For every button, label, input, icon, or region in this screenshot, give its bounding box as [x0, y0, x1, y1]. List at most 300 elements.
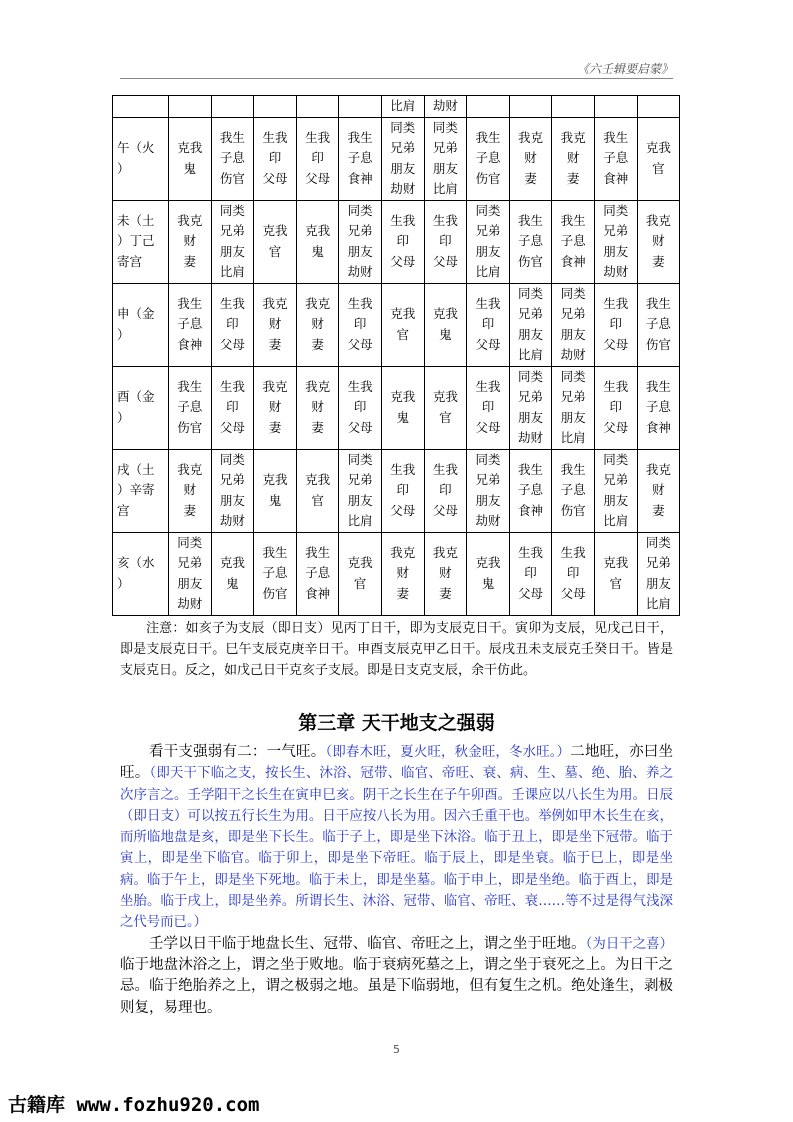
relation-line: 印 [439, 482, 452, 498]
relation-cell [594, 532, 637, 615]
relation-line: 我生 [560, 212, 586, 228]
relation-line: 鬼 [268, 492, 282, 508]
relation-line: 父母 [347, 336, 373, 352]
relation-line: 子息 [347, 150, 373, 166]
relation-line: 生我 [347, 378, 373, 394]
page-number: 5 [393, 1043, 400, 1056]
relation-cell [211, 449, 254, 532]
relation-cell [637, 449, 680, 532]
relation-line: 食神 [305, 585, 331, 601]
relation-cell [169, 532, 212, 615]
relation-line: 生我 [219, 378, 245, 394]
relation-line: 兄弟 [603, 223, 629, 238]
branch-header-cell [113, 200, 169, 283]
branch-header-line: ） [117, 160, 130, 176]
relation-line: 劫财 [560, 347, 586, 362]
relation-line: 子息 [645, 399, 671, 415]
relation-line: 印 [268, 150, 282, 166]
relation-line: 我克 [560, 129, 586, 145]
relation-cell [339, 283, 382, 366]
relation-line: 印 [396, 482, 410, 498]
relation-cell [169, 200, 212, 283]
relation-line: 食神 [645, 419, 671, 435]
relation-cell [594, 449, 637, 532]
relation-line: 兄弟 [219, 223, 245, 238]
relation-line: 我克 [305, 295, 331, 311]
relation-cell [467, 283, 510, 366]
relation-line: 伤官 [475, 170, 501, 186]
relation-line: 克我 [432, 389, 458, 404]
relation-cell [381, 283, 424, 366]
relation-line: 官 [439, 409, 452, 425]
relation-line: 朋友 [219, 243, 245, 259]
p2-text-c: 临于地盘沐浴之上，谓之坐于败地。临于衰病死墓之上，谓之坐于衰死之上。为日干之忌。临于绝胎养之上，谓之极弱之地。虽是下临弱地，但有复生之机。绝处逢生，剥极则复，易理也。 [120, 956, 673, 1016]
relation-line: 生我 [305, 129, 331, 145]
p2-text-a: 壬学以日干临于地盘长生、冠带、临官、帝旺之上，谓之坐于旺地。 [149, 935, 586, 952]
branch-header-line: 宫 [117, 502, 130, 518]
relation-line: 官 [396, 326, 410, 342]
relation-cell [424, 449, 467, 532]
relation-line: 生我 [603, 378, 629, 394]
relation-cell [211, 200, 254, 283]
table-cell [467, 96, 510, 118]
relation-line: 生我 [432, 212, 458, 228]
relation-line: 财 [183, 233, 197, 249]
p1-annotation-b: （即春木旺，夏火旺，秋金旺，冬水旺。） [325, 745, 571, 760]
relation-line: 克我 [347, 555, 373, 570]
relation-line: 财 [311, 316, 324, 332]
relation-line: 妻 [183, 253, 197, 269]
relation-cell [424, 532, 467, 615]
relation-line: 财 [439, 565, 452, 581]
relation-line: 兄弟 [219, 472, 245, 487]
relation-line: 兄弟 [177, 555, 203, 570]
relation-cell [381, 532, 424, 615]
relation-cell [211, 117, 254, 200]
relation-cell [211, 532, 254, 615]
relation-line: 我生 [305, 544, 331, 560]
relation-cell [467, 449, 510, 532]
table-cell: 劫财 [424, 96, 467, 118]
relation-line: 同类 [219, 451, 245, 467]
relation-line: 兄弟 [347, 223, 373, 238]
relation-cell [296, 449, 339, 532]
relation-line: 财 [268, 399, 282, 415]
relation-line: 子息 [305, 565, 331, 581]
relation-line: 兄弟 [645, 555, 671, 570]
relation-cell [169, 366, 212, 449]
relation-line: 我生 [645, 295, 671, 311]
relation-line: 财 [652, 482, 665, 498]
table-cell [552, 96, 595, 118]
relation-cell [296, 366, 339, 449]
relation-line: 朋友 [475, 243, 501, 259]
relation-line: 子息 [518, 482, 544, 498]
table-cell [254, 96, 297, 118]
relation-line: 父母 [219, 336, 245, 352]
relation-line: 同类 [560, 285, 586, 301]
site-watermark: 古籍库 www.fozhu920.com [8, 1094, 260, 1116]
relation-line: 同类 [219, 202, 245, 218]
relation-cell [637, 200, 680, 283]
table-cell [211, 96, 254, 118]
relation-line: 我克 [262, 378, 288, 394]
relation-line: 我生 [518, 212, 544, 228]
relation-line: 伤官 [560, 502, 586, 518]
relation-line: 同类 [177, 534, 203, 550]
relation-line: 同类 [475, 451, 501, 467]
relation-cell [637, 117, 680, 200]
relation-line: 我生 [518, 461, 544, 477]
table-row [113, 366, 680, 449]
relation-line: 印 [226, 316, 239, 332]
relation-line: 我生 [347, 129, 373, 145]
p1-annotation-d: （即天干下临之支，按长生、沐浴、冠带、临官、帝旺、衰、病、生、墓、绝、胎、养之次序言之。壬学阳干之长生在寅申巳亥。阴干之长生在子午卯酉。壬课应以八长生为用。日辰（即日支）可以按五行长生为用。日干应按八长为用。因六壬重干也。举例如甲木长生在亥，而所临地盘是亥，即是坐下长生。临于子上，即是坐下沐浴。临于丑上，即是坐下冠带。临于寅上，即是坐下临官。临于卯上，即是坐下帝旺。临于辰上，即是坐衰。临于巳上，即是坐病。临于午上，即是坐下死地。临于未上，即是坐墓。临于申上，即是坐绝。临于酉上，即是坐胎。临于戌上，即是坐养。所谓长生、沐浴、冠带、临官、帝旺、衰……等不过是得气浅深之代号而已。） [120, 766, 673, 931]
relation-cell [552, 283, 595, 366]
relation-line: 同类 [432, 119, 458, 135]
relation-line: 印 [353, 399, 367, 415]
branch-header-line: ） [117, 575, 130, 591]
relation-line: 我生 [645, 378, 671, 394]
relation-line: 财 [652, 233, 665, 249]
relation-line: 朋友 [518, 409, 544, 425]
relation-line: 妻 [268, 419, 282, 435]
relation-line: 劫财 [390, 181, 416, 196]
relation-line: 印 [566, 565, 580, 581]
relation-line: 妻 [439, 585, 452, 601]
relation-line: 父母 [475, 336, 501, 352]
relation-line: 伤官 [262, 585, 288, 601]
relation-line: 同类 [603, 451, 629, 467]
relation-line: 食神 [603, 170, 629, 186]
relation-line: 克我 [177, 140, 203, 155]
relation-line: 子息 [262, 565, 288, 581]
relation-line: 鬼 [396, 409, 410, 425]
relation-line: 克我 [432, 306, 458, 321]
relation-line: 我克 [305, 378, 331, 394]
relation-line: 朋友 [603, 492, 629, 508]
relation-line: 生我 [560, 544, 586, 560]
relation-line: 我克 [645, 461, 671, 477]
relation-line: 印 [439, 233, 452, 249]
table-row [113, 532, 680, 615]
relation-line: 克我 [603, 555, 629, 570]
relation-line: 比肩 [475, 264, 501, 279]
relation-line: 劫财 [518, 430, 544, 445]
relation-cell [552, 117, 595, 200]
relation-line: 劫财 [347, 264, 373, 279]
relation-line: 兄弟 [475, 472, 501, 487]
relation-cell [509, 117, 552, 200]
relation-line: 同类 [518, 285, 544, 301]
relation-cell [169, 117, 212, 200]
relation-line: 朋友 [603, 243, 629, 259]
p1-text-a: 看干支强弱有二：一气旺。 [149, 744, 326, 760]
relation-line: 生我 [603, 295, 629, 311]
relation-line: 同类 [603, 202, 629, 218]
paragraph-1 [120, 742, 673, 934]
relation-line: 官 [311, 492, 324, 508]
relation-line: 生我 [518, 544, 544, 560]
relation-cell [381, 117, 424, 200]
relation-line: 伤官 [518, 253, 544, 269]
relation-cell [509, 449, 552, 532]
relation-line: 我克 [645, 212, 671, 228]
relation-line: 官 [353, 575, 367, 591]
relation-line: 比肩 [219, 264, 245, 279]
relation-line: 生我 [475, 295, 501, 311]
table-cell [113, 96, 169, 118]
relation-line: 子息 [219, 150, 245, 166]
relation-line: 兄弟 [560, 389, 586, 404]
relation-line: 我克 [177, 461, 203, 477]
relation-line: 比肩 [347, 513, 373, 528]
relation-line: 我生 [603, 129, 629, 145]
chapter-body [120, 742, 673, 1019]
relation-line: 我克 [177, 212, 203, 228]
table-row [113, 117, 680, 200]
relation-line: 子息 [177, 316, 203, 332]
relation-line: 父母 [432, 253, 458, 269]
relation-cell [509, 366, 552, 449]
branch-header-line: 亥（水 [117, 555, 155, 570]
relation-cell [509, 200, 552, 283]
relation-line: 克我 [390, 389, 416, 404]
table-row [113, 283, 680, 366]
table-row [113, 200, 680, 283]
relation-line: 同类 [475, 202, 501, 218]
branch-header-line: 申（金 [117, 306, 155, 321]
relation-line: 财 [524, 150, 537, 166]
relation-line: 父母 [305, 170, 331, 186]
relation-line: 我生 [262, 544, 288, 560]
relation-line: 我克 [518, 129, 544, 145]
relation-cell [594, 117, 637, 200]
relation-line: 兄弟 [390, 140, 416, 155]
relation-cell [424, 283, 467, 366]
relation-line: 克我 [219, 555, 245, 570]
relation-cell [381, 449, 424, 532]
relation-line: 官 [268, 243, 282, 259]
relation-cell [424, 117, 467, 200]
table-cell [339, 96, 382, 118]
relation-line: 鬼 [311, 243, 324, 259]
relation-line: 克我 [305, 223, 331, 238]
relation-line: 生我 [390, 461, 416, 477]
relation-line: 比肩 [518, 347, 544, 362]
relation-cell [211, 366, 254, 449]
relation-line: 父母 [262, 170, 288, 186]
relation-line: 官 [609, 575, 622, 591]
relation-cell [254, 449, 297, 532]
relation-line: 兄弟 [475, 223, 501, 238]
table-note: 注意：如亥子为支辰（即日支）见丙丁日干，即为支辰克日干。寅卯为支辰，见戊己日干，即是支辰克日干。巳午支辰克庚辛日干。申酉支辰克甲乙日干。辰戌丑未支辰克壬癸日干。皆是支辰克日。反之，如戊己日干克亥子支辰。即是日支克支辰，余干仿此。 [120, 621, 673, 678]
relation-line: 鬼 [439, 326, 452, 342]
relation-line: 食神 [177, 336, 203, 352]
relation-line: 劫财 [219, 513, 245, 528]
relation-line: 财 [183, 482, 197, 498]
relation-line: 妻 [268, 336, 282, 352]
relation-line: 我生 [475, 129, 501, 145]
relation-line: 食神 [347, 170, 373, 186]
relation-line: 鬼 [481, 575, 495, 591]
relation-line: 官 [652, 160, 665, 176]
relation-cell [211, 283, 254, 366]
relation-line: 兄弟 [432, 140, 458, 155]
relation-cell [254, 117, 297, 200]
relation-cell [594, 366, 637, 449]
relation-line: 子息 [560, 482, 586, 498]
relation-line: 兄弟 [518, 306, 544, 321]
relation-line: 兄弟 [560, 306, 586, 321]
relation-line: 父母 [603, 336, 629, 352]
relation-line: 朋友 [390, 160, 416, 176]
relation-cell [254, 366, 297, 449]
relation-line: 伤官 [219, 170, 245, 186]
relation-line: 父母 [603, 419, 629, 435]
relation-line: 父母 [347, 419, 373, 435]
relation-line: 子息 [645, 316, 671, 332]
relation-cell [467, 200, 510, 283]
relation-cell [467, 532, 510, 615]
relation-cell [296, 117, 339, 200]
relation-cell [594, 283, 637, 366]
relation-line: 劫财 [475, 513, 501, 528]
relation-line: 父母 [432, 502, 458, 518]
relation-line: 劫财 [177, 596, 203, 611]
relation-line: 克我 [475, 555, 501, 570]
relation-line: 印 [396, 233, 410, 249]
relation-cell [552, 366, 595, 449]
branch-header-line: 酉（金 [117, 389, 155, 404]
branch-header-line: ）辛寄 [117, 482, 155, 498]
relation-cell [169, 449, 212, 532]
relation-line: 我生 [219, 129, 245, 145]
branch-header-cell [113, 283, 169, 366]
relation-line: 财 [396, 565, 410, 581]
relation-cell [339, 117, 382, 200]
relation-line: 子息 [177, 399, 203, 415]
table-cell [296, 96, 339, 118]
relation-line: 朋友 [347, 243, 373, 259]
relation-line: 伤官 [177, 419, 203, 435]
relation-line: 同类 [518, 368, 544, 384]
relation-line: 克我 [262, 223, 288, 238]
relation-cell [296, 532, 339, 615]
relation-line: 朋友 [177, 575, 203, 591]
relation-line: 同类 [390, 119, 416, 135]
relation-line: 妻 [524, 170, 537, 186]
chapter-title: 第三章 天干地支之强弱 [298, 712, 495, 734]
relation-cell [296, 283, 339, 366]
relation-line: 朋友 [347, 492, 373, 508]
relation-line: 比肩 [432, 181, 458, 196]
relation-cell [339, 200, 382, 283]
relation-line: 父母 [390, 502, 416, 518]
relation-line: 朋友 [475, 492, 501, 508]
relation-cell [552, 449, 595, 532]
relation-line: 生我 [262, 129, 288, 145]
relation-line: 食神 [560, 253, 586, 269]
branch-header-line: 寄宫 [117, 253, 143, 269]
relation-cell [594, 200, 637, 283]
relation-line: 父母 [475, 419, 501, 435]
relation-cell [467, 117, 510, 200]
relation-cell [381, 200, 424, 283]
relation-line: 妻 [311, 419, 324, 435]
relation-cell [339, 532, 382, 615]
relation-line: 印 [353, 316, 367, 332]
relation-line: 朋友 [518, 326, 544, 342]
relation-line: 父母 [518, 585, 544, 601]
relation-line: 子息 [518, 233, 544, 249]
relation-line: 子息 [603, 150, 629, 166]
relation-cell [637, 366, 680, 449]
relation-line: 我生 [177, 295, 203, 311]
relation-line: 同类 [645, 534, 671, 550]
relation-line: 同类 [347, 202, 373, 218]
relation-line: 生我 [475, 378, 501, 394]
relation-line: 子息 [475, 150, 501, 166]
relation-cell [254, 532, 297, 615]
relation-line: 克我 [390, 306, 416, 321]
relation-line: 妻 [652, 502, 665, 518]
relation-line: 财 [311, 399, 324, 415]
relation-cell [339, 449, 382, 532]
branch-header-line: 未（土 [117, 212, 155, 228]
relation-line: 妻 [183, 502, 197, 518]
relation-line: 妻 [566, 170, 580, 186]
relation-line: 印 [524, 565, 537, 581]
relation-line: 生我 [432, 461, 458, 477]
branch-header-line: 午（火 [117, 140, 155, 155]
relation-line: 生我 [347, 295, 373, 311]
relation-line: 鬼 [183, 160, 197, 176]
relation-line: 印 [226, 399, 239, 415]
relation-line: 印 [481, 316, 495, 332]
relation-line: 印 [609, 399, 622, 415]
relation-line: 财 [566, 150, 580, 166]
relation-cell [424, 366, 467, 449]
table-cell [509, 96, 552, 118]
relation-line: 我生 [177, 378, 203, 394]
paragraph-2 [120, 934, 673, 1019]
branch-header-line: ）丁己 [117, 233, 155, 249]
table-cell [594, 96, 637, 118]
relation-line: 朋友 [560, 409, 586, 425]
relation-line: 同类 [560, 368, 586, 384]
relation-cell [637, 283, 680, 366]
relation-line: 朋友 [219, 492, 245, 508]
relation-cell [424, 200, 467, 283]
relation-cell [467, 366, 510, 449]
relation-cell [296, 200, 339, 283]
table-cell [637, 96, 680, 118]
relation-line: 克我 [262, 472, 288, 487]
relation-line: 鬼 [226, 575, 239, 591]
relation-line: 朋友 [432, 160, 458, 176]
relation-cell [509, 532, 552, 615]
relation-line: 父母 [219, 419, 245, 435]
ten-gods-table [112, 95, 680, 616]
table-row [113, 449, 680, 532]
relation-line: 印 [311, 150, 324, 166]
relation-line: 父母 [560, 585, 586, 601]
relation-line: 妻 [396, 585, 410, 601]
running-header: 《六壬辑要启蒙》 [120, 60, 673, 79]
table-row-top [113, 96, 680, 118]
relation-line: 兄弟 [603, 472, 629, 487]
